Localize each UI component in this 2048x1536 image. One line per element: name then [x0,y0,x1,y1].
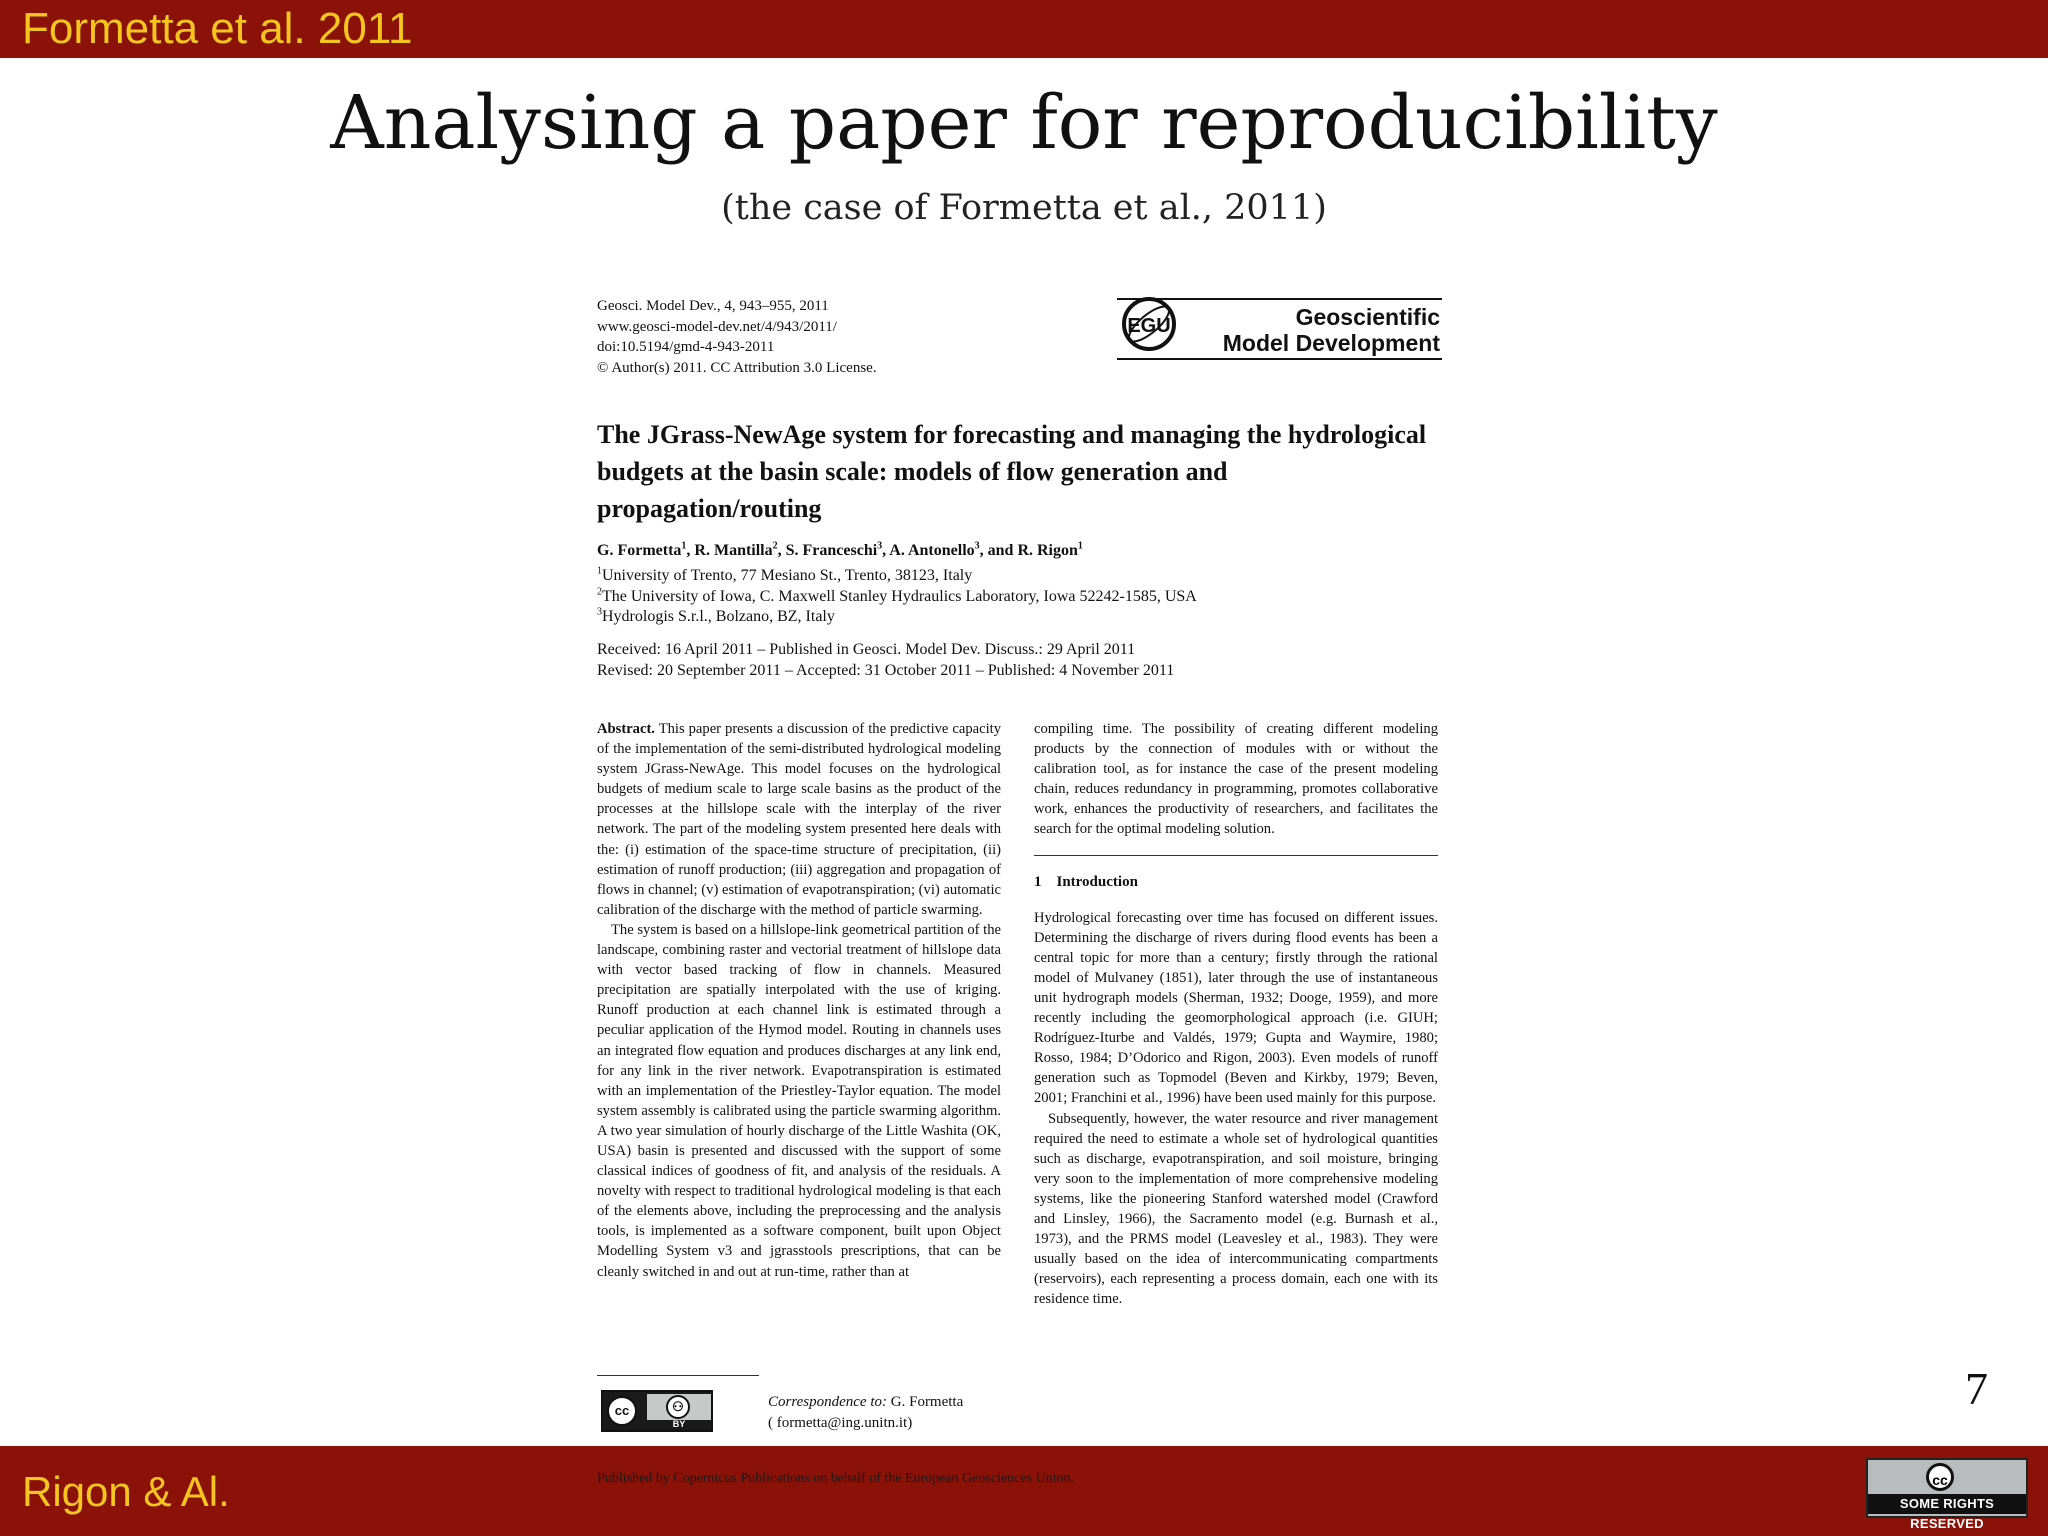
correspondence-label: Correspondence to: [768,1394,888,1410]
egu-logo-icon [1121,296,1177,352]
paper-affiliations [597,566,1197,628]
paper-dates [597,640,1174,681]
author-affil-mark: 3 [974,540,980,552]
abstract-paragraph: Abstract. This paper presents a discussion of the predictive capacity of the implementation of the semi-distributed hydrological modeling system JGrass-NewAge. This model focuses on the hydrological budgets of medium scale to large scale basins as the product of the processes at the hillslope scale with the interplay of the river network. The part of the modeling system presented here deals with the: (i) estimation of the space-time structure of precipitation, (ii) estimation of runoff production; (iii) aggregation and propagation of flows in channel; (v) estimation of evapotranspiration; (vi) automatic calibration of the discharge with the method of particle swarming. [597,721,1001,918]
correspondence-email: ( formetta@ing.unitn.it) [768,1414,913,1431]
paper-authors [597,541,1083,561]
bottom-banner [0,1446,2048,1536]
section-divider [1034,855,1438,856]
cc-icon: cc [607,1396,637,1426]
citation-line: © Author(s) 2011. CC Attribution 3.0 License. [597,359,877,376]
affiliation-line: $^1$University of Trento, 77 Mesiano St., Trento, 38123, Italy [597,565,973,584]
attribution-person-icon: ⚇ [666,1395,690,1419]
author-name: A. Antonello [889,542,975,559]
author-separator: , [882,542,890,559]
citation-line: www.geosci-model-dev.net/4/943/2011/ [597,318,837,335]
logo-rule [1117,358,1442,360]
author-name: G. Formetta [597,542,682,559]
journal-logo [1117,292,1442,364]
bottom-author-label: Rigon & Al. [22,1468,230,1515]
intro-paragraph: Subsequently, however, the water resource and river management required the need to estimate a whole set of hydrological quantities such as discharge, evapotranspiration, and soil moisture, bringing very soon to the implementation of more comprehensive modeling systems, like the pioneering Stanford watershed model (Crawford and Linsley, 1966), the Sacramento model (e.g. Burnash et al., 1973), and the PRMS model (Leavesley et al., 1983). They were usually based on the idea of intercommunicating compartments (reservoirs), each representing a process domain, each one with its residence time. [1034,1110,1438,1308]
author-separator: , [777,542,786,559]
cc-icon: cc [1926,1463,1954,1491]
correspondence [768,1392,963,1433]
author-name: R. Mantilla [694,542,773,559]
paper-page-image [597,292,1439,1442]
paper-cc-license-icon [601,1390,713,1432]
cc-some-rights-reserved-badge[interactable] [1866,1458,2028,1531]
abstract-continuation: compiling time. The possibility of creating different modeling products by the connection of modules with or without the calibration tool, as for instance the case of the present modeling chain, reduces redundancy in programming, promotes collaborative work, enhances the productivity of researchers, and facilitates the search for the optimal modeling solution. [1034,721,1438,838]
author-name: S. Franceschi [785,542,878,559]
author-affil-mark: 3 [877,540,883,552]
logo-letters: EGU [1127,315,1171,337]
correspondence-name: G. Formetta [890,1394,964,1410]
section-heading: 1 Introduction [1034,873,1138,890]
affiliation-line: $^2$The University of Iowa, C. Maxwell Stanley Hydraulics Laboratory, Iowa 52242-1585, USA [597,586,1197,605]
date-line: Revised: 20 September 2011 – Accepted: 31 October 2011 – Published: 4 November 2011 [597,661,1175,679]
author-affil-mark: 1 [681,540,687,552]
journal-name-line2: Model Development [1222,330,1440,356]
date-line: Received: 16 April 2011 – Published in Geosci. Model Dev. Discuss.: 29 April 2011 [597,641,1136,658]
footnote-rule [597,1375,759,1376]
top-banner-label: Formetta et al. 2011 [22,4,413,53]
paper-citation-info [597,296,877,378]
page-number: 7 [1965,1363,1988,1414]
publisher-line: Published by Copernicus Publications on behalf of the European Geosciences Union. [597,1471,1075,1486]
abstract-column [597,719,1001,1282]
top-banner [0,0,2048,58]
cc-by-label: BY [672,1419,686,1429]
author-affil-mark: 2 [772,540,778,552]
citation-line: doi:10.5194/gmd-4-943-2011 [597,339,775,355]
intro-paragraph: Hydrological forecasting over time has focused on different issues. Determining the discharge of rivers during flood events has been a central topic for more than a century; firstly through the rational model of Mulvaney (1851), later through the use of instantaneous unit hydrograph models (Sherman, 1932; Dooge, 1959), and more recently including the geomorphological approach (i.e. GIUH; Rodríguez-Iturbe and Valdés, 1979; Gupta and Waymire, 1980; Rosso, 1984; D’Odorico and Rigon, 2003). Even models of runoff generation such as Topmodel (Beven and Kirkby, 1979; Beven, 2001; Franchini et al., 1996) have been used mainly for this purpose. [1034,909,1438,1107]
abstract-label: Abstract. [597,721,655,737]
paper-title: The JGrass-NewAge system for forecasting and managing the hydrological budgets at the basin scale: models of flow generation and propagation/routing [597,420,1427,523]
citation-line: Geosci. Model Dev., 4, 943–955, 2011 [597,298,829,314]
slide-title: Analysing a paper for reproducibility [330,80,1718,166]
abstract-paragraph: The system is based on a hillslope-link geometrical partition of the landscape, combining raster and vectorial treatment of hillslope data with vector based tracking of flow in channels. Measured precipitation are spatially interpolated with the use of kriging. Runoff production at each channel link is estimated through a peculiar application of the Hymod model. Routing in channels uses an integrated flow equation and produces discharges at any link end, for any link in the river network. Evapotranspiration is estimated with an implementation of the Priestley-Taylor equation. The model system assembly is calibrated using the particle swarming algorithm. A two year simulation of hourly discharge of the Little Washita (OK, USA) basin is presented and discussed with the support of some classical indices of goodness of fit, and analysis of the residuals. A novelty with respect to traditional hydrological modeling is that each of the elements above, including the preprocessing and the analysis tools, is implemented as a software component, built upon Object Modelling System v3 and jgrasstools prescriptions, that can be cleanly switched in and out at run-time, rather than at [597,921,1001,1280]
journal-name [1223,304,1440,356]
slide-subtitle: (the case of Formetta et al., 2011) [721,188,1327,228]
journal-name-line1: Geoscientific [1295,304,1440,330]
author-name: R. Rigon [1017,542,1078,559]
right-column [1034,719,1438,1309]
affiliation-line: $^3$Hydrologis S.r.l., Bolzano, BZ, Italy [597,606,835,625]
author-affil-mark: 1 [1077,540,1083,552]
author-separator: , [686,542,695,559]
cc-badge-text: SOME RIGHTS RESERVED [1868,1494,2026,1514]
author-separator: , and [979,542,1018,559]
